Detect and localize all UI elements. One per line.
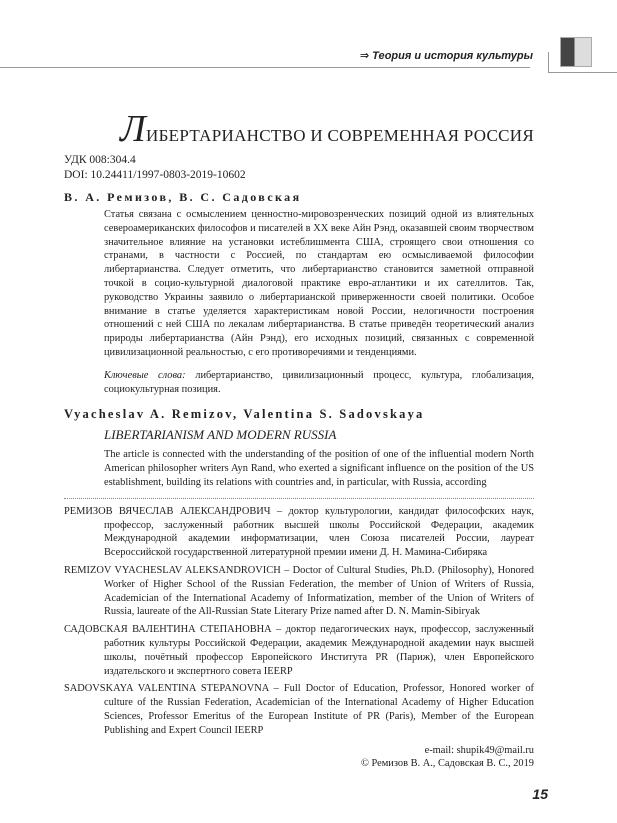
authors-ru: В. А. Ремизов, В. С. Садовская: [64, 190, 302, 204]
abstract-en: The article is connected with the understanding of the position of one of the influential modern North American philosopher writers Ayn Rand, who exerted a significant influence on the position of the US establishment, building its relations with countries and, in particular, with Russia, according: [104, 449, 534, 488]
logo-rule: [548, 72, 617, 73]
keywords-text: либертарианство, цивилизационный процесс, культура, глобализация, социокультурная позиция.: [104, 369, 534, 395]
page-number: 15: [532, 786, 548, 803]
footnote-separator: [64, 498, 534, 499]
bio-sadovskaya-en: SADOVSKAYA VALENTINA STEPANOVNA – Full Doctor of Education, Professor, Honored worker of culture of the Russian Federation, Academician of the International Academy of Higher Education Sciences, Professor Emeritus of the European Institute of PR (Paris), Member of the European Publishing and Expert Council IEERP: [64, 683, 534, 736]
title-initial: Л: [120, 108, 147, 150]
doi: DOI: 10.24411/1997-0803-2019-10602: [64, 169, 246, 181]
udk: УДК 008:304.4: [64, 154, 136, 166]
title-rest: ИБЕРТАРИАНСТВО И СОВРЕМЕННАЯ РОССИЯ: [146, 126, 534, 145]
bio-sadovskaya-ru: САДОВСКАЯ ВАЛЕНТИНА СТЕПАНОВНА – доктор педагогических наук, профессор, заслуженный работник культуры Российской Федерации, академик Международной академии наук высшей школы, почётный профессор Европейского Института PR (Париж), член Европейского издательского и экспертного совета IEERP: [64, 624, 534, 677]
ionic-column-logo-icon: [560, 37, 592, 67]
article-title: [64, 108, 534, 153]
email-link[interactable]: e-mail: shupik49@mail.ru: [424, 744, 534, 756]
abstract-ru: Статья связана с осмыслением ценностно-мировозренческих позиций одной из влиятельных североамериканских философов и писателей в XX веке Айн Рэнд, оказавшей своим творчеством значительное влияние на установки истеблишмента США, строящего свои отношения со странами, в частности с Россией, по стандартам ею осмысливаемой философии либертарианства. Следует отметить, что либертарианство становится заметной отправной точкой в социо-культурной диалоговой практике евро-атлантики и их сателлитов. Так, руководство Украины заявило о либертарианской приверженности своей политики. Особое внимание в статье уделяется характеристикам новой России, нелогичности построения отношений с ней США по лекалам либертарианства. В статье приведён теоретический анализ природы либертарианства (Айн Рэнд), его исходных позиций, связанных с современной цивилизационной реальностью, с его противоречиями и тенденциями.: [104, 209, 534, 358]
logo-frame: [548, 52, 549, 72]
authors-en: Vyacheslav A. Remizov, Valentina S. Sadovskaya: [64, 407, 425, 422]
copyright: © Ремизов В. А., Садовская В. С., 2019: [360, 758, 534, 770]
bio-remizov-ru: РЕМИЗОВ ВЯЧЕСЛАВ АЛЕКСАНДРОВИЧ – доктор культурологии, кандидат философских наук, профессор, заслуженный работник высшей школы Российской Федерации, академик Международной академии информатизации, член Союза писателей России, лауреат Всероссийской государственной литературной премии имени Д. Н. Мамина-Сибиряка: [64, 505, 534, 559]
bio-remizov-en: REMIZOV VYACHESLAV ALEKSANDROVICH – Doctor of Cultural Studies, Ph.D. (Philosophy), Honored Worker of Higher School of the Russian Federation, the member of Union of Writers of Russia, Academician of the International Academy of Informatization, member of the Union of Writers of Russia, laureate of the All-Russian State Literary Prize named after D. N. Mamin-Sibiryak: [64, 564, 534, 618]
article-body: [64, 0, 548, 823]
keywords-ru: [104, 369, 534, 397]
keywords-label: Ключевые слова:: [104, 369, 186, 381]
section-header: ⇒ Теория и история культуры: [359, 50, 533, 62]
title-en: LIBERTARIANISM AND MODERN RUSSIA: [104, 427, 337, 443]
